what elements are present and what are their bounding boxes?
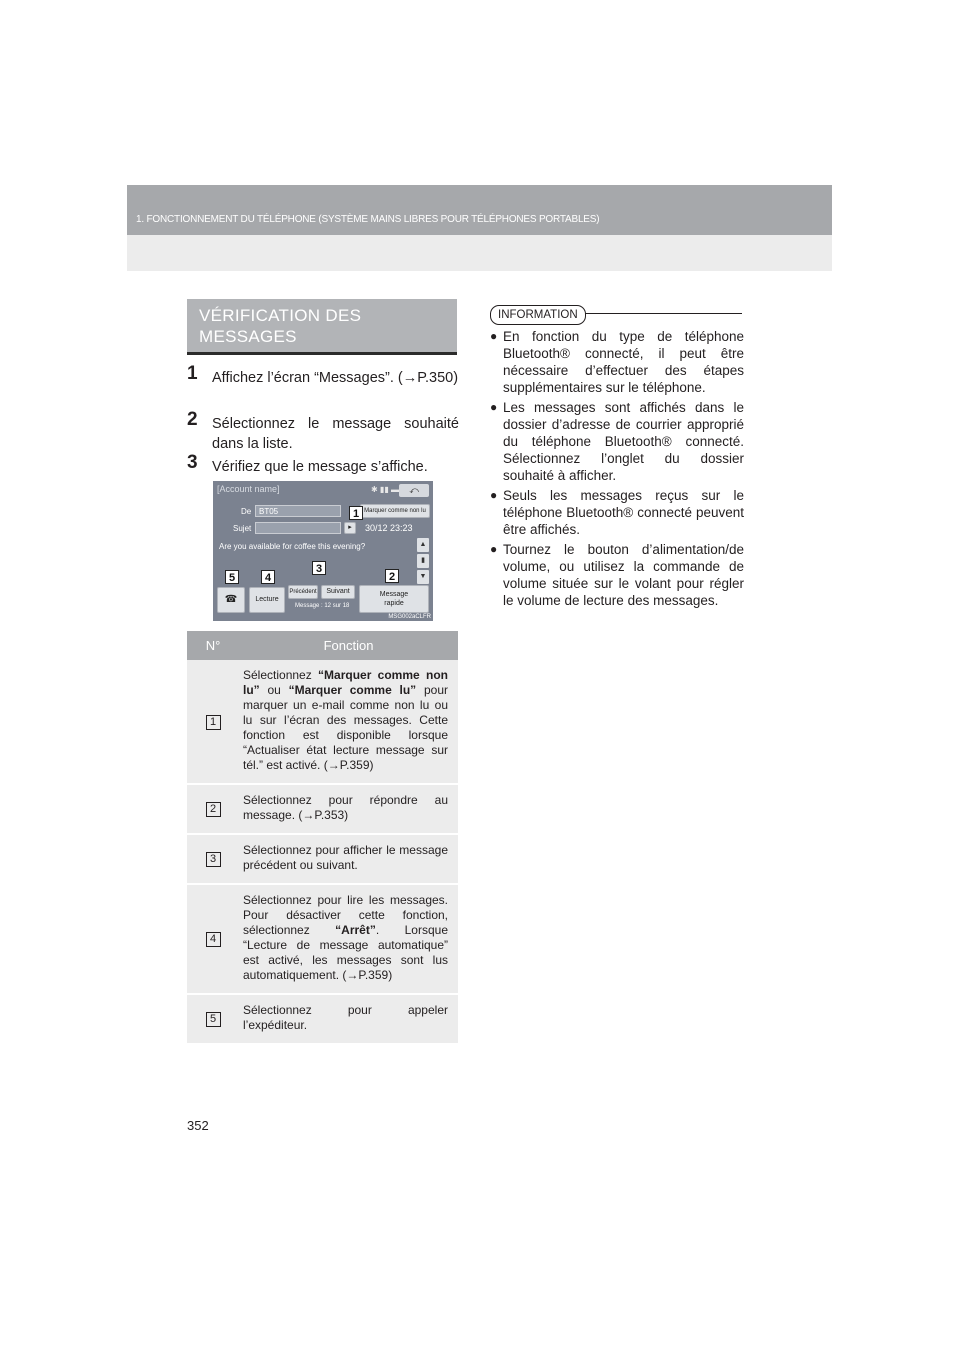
row-function: Sélectionnez “Marquer comme non lu” ou “Marquer comme lu” pour marquer un e-mail comme non lu ou lu sur l’écran des messages. Cette fonction est disponible lorsque “Actualiser état lecture message sur tél.” est activé. (→P.359) — [239, 660, 458, 784]
section-title-line2: MESSAGES — [199, 327, 297, 346]
row-number: 5 — [206, 1012, 221, 1027]
read-button[interactable]: Lecture — [249, 587, 285, 613]
callout-1: 1 — [349, 506, 363, 520]
step-1 — [187, 363, 459, 388]
callout-5: 5 — [225, 570, 239, 584]
table-row — [187, 994, 458, 1044]
bullet-icon: ● — [490, 542, 498, 556]
list-item: ● Seuls les messages reçus sur le téléphone Bluetooth® connecté peuvent être affichés. — [490, 488, 744, 537]
section-title-line1: VÉRIFICATION DES — [199, 306, 362, 325]
from-field: BT05 — [255, 505, 341, 517]
subject-label: Sujet — [233, 524, 252, 533]
back-button[interactable]: ⤺ — [399, 484, 429, 497]
image-code: MSG002aCLFR — [388, 614, 431, 620]
mark-unread-button[interactable]: Marquer comme non lu — [360, 504, 430, 518]
message-counter: Message : 12 sur 18 — [295, 603, 350, 609]
row-number: 2 — [206, 802, 221, 817]
callout-3: 3 — [312, 561, 326, 575]
function-table — [187, 631, 458, 1045]
list-item: ● Les messages sont affichés dans le dossier d’adresse de courrier approprié du téléphone Bluetooth® connecté. Sélectionnez l’onglet du dossier souhaité à afficher. — [490, 400, 744, 483]
table-row — [187, 834, 458, 884]
bullet-icon: ● — [490, 329, 498, 343]
from-label: De — [241, 507, 252, 516]
col-function-header: Fonction — [239, 631, 458, 660]
scroll-down-icon[interactable]: ▼ — [417, 570, 429, 584]
quick-message-label-2: rapide — [384, 600, 404, 607]
table-row — [187, 660, 458, 784]
step-number: 3 — [187, 452, 198, 473]
previous-button[interactable]: Précédent — [288, 585, 318, 599]
quick-message-button[interactable] — [359, 585, 429, 613]
step-number: 2 — [187, 409, 198, 430]
step-text: Vérifiez que le message s’affiche. — [212, 459, 428, 475]
row-function: Sélectionnez pour répondre au message. (→P.353) — [239, 784, 458, 834]
col-number-header: N° — [187, 631, 239, 660]
row-number: 1 — [206, 715, 221, 730]
message-datetime: 30/12 23:23 — [365, 523, 413, 533]
chapter-title: 1. FONCTIONNEMENT DU TÉLÉPHONE (SYSTÈME MAINS LIBRES POUR TÉLÉPHONES PORTABLES) — [136, 214, 600, 225]
scroll-up-icon[interactable]: ▲ — [417, 538, 429, 552]
table-row — [187, 784, 458, 834]
step-3 — [187, 452, 459, 477]
account-name: [Account name] — [217, 484, 280, 494]
status-icons: ✱ ▮▮ ▬ — [371, 485, 399, 494]
list-item: ● En fonction du type de téléphone Bluetooth® connecté, il peut être nécessaire d’effectuer des étapes supplémentaires sur le téléphone. — [490, 329, 744, 395]
callout-4: 4 — [261, 570, 275, 584]
information-list — [490, 328, 744, 612]
bullet-icon: ● — [490, 488, 498, 502]
row-function: Sélectionnez pour afficher le message précédent ou suivant. — [239, 834, 458, 884]
row-number: 3 — [206, 852, 221, 867]
quick-message-label-1: Message — [379, 591, 409, 598]
callout-2: 2 — [385, 569, 399, 583]
step-text: Sélectionnez le message souhaité dans la liste. — [212, 416, 459, 452]
bullet-icon: ● — [490, 400, 498, 414]
chapter-header-band — [127, 185, 832, 235]
messages-screen-illustration — [213, 481, 433, 621]
section-title — [187, 299, 457, 355]
step-2 — [187, 409, 459, 454]
subject-field — [255, 522, 341, 534]
table-header-row — [187, 631, 458, 660]
step-text: Affichez l’écran “Messages”. (→P.350) — [212, 370, 459, 386]
next-button[interactable]: Suivant — [321, 585, 355, 599]
list-item: ● Tournez le bouton d’alimentation/de volume, ou utilisez la commande de volume située sur le volant pour régler le volume de lecture des messages. — [490, 542, 744, 608]
scroll-bar-icon[interactable]: ▮ — [417, 554, 429, 568]
call-sender-button[interactable]: ☎ — [217, 587, 245, 613]
subject-expand-button[interactable]: ▸ — [344, 522, 356, 534]
table-row — [187, 884, 458, 994]
step-number: 1 — [187, 363, 198, 384]
row-number: 4 — [206, 932, 221, 947]
row-function: Sélectionnez pour appeler l’expéditeur. — [239, 994, 458, 1044]
page-number: 352 — [187, 1118, 209, 1133]
information-label: INFORMATION — [490, 305, 586, 325]
message-body: Are you available for coffee this evening? — [219, 542, 366, 551]
chapter-header — [127, 185, 832, 271]
row-function: Sélectionnez pour lire les messages. Pour désactiver cette fonction, sélectionnez “Arrêt”. Lorsque “Lecture de message automatique” est activé, les messages sont lus automatiquement. (→P.359) — [239, 884, 458, 994]
